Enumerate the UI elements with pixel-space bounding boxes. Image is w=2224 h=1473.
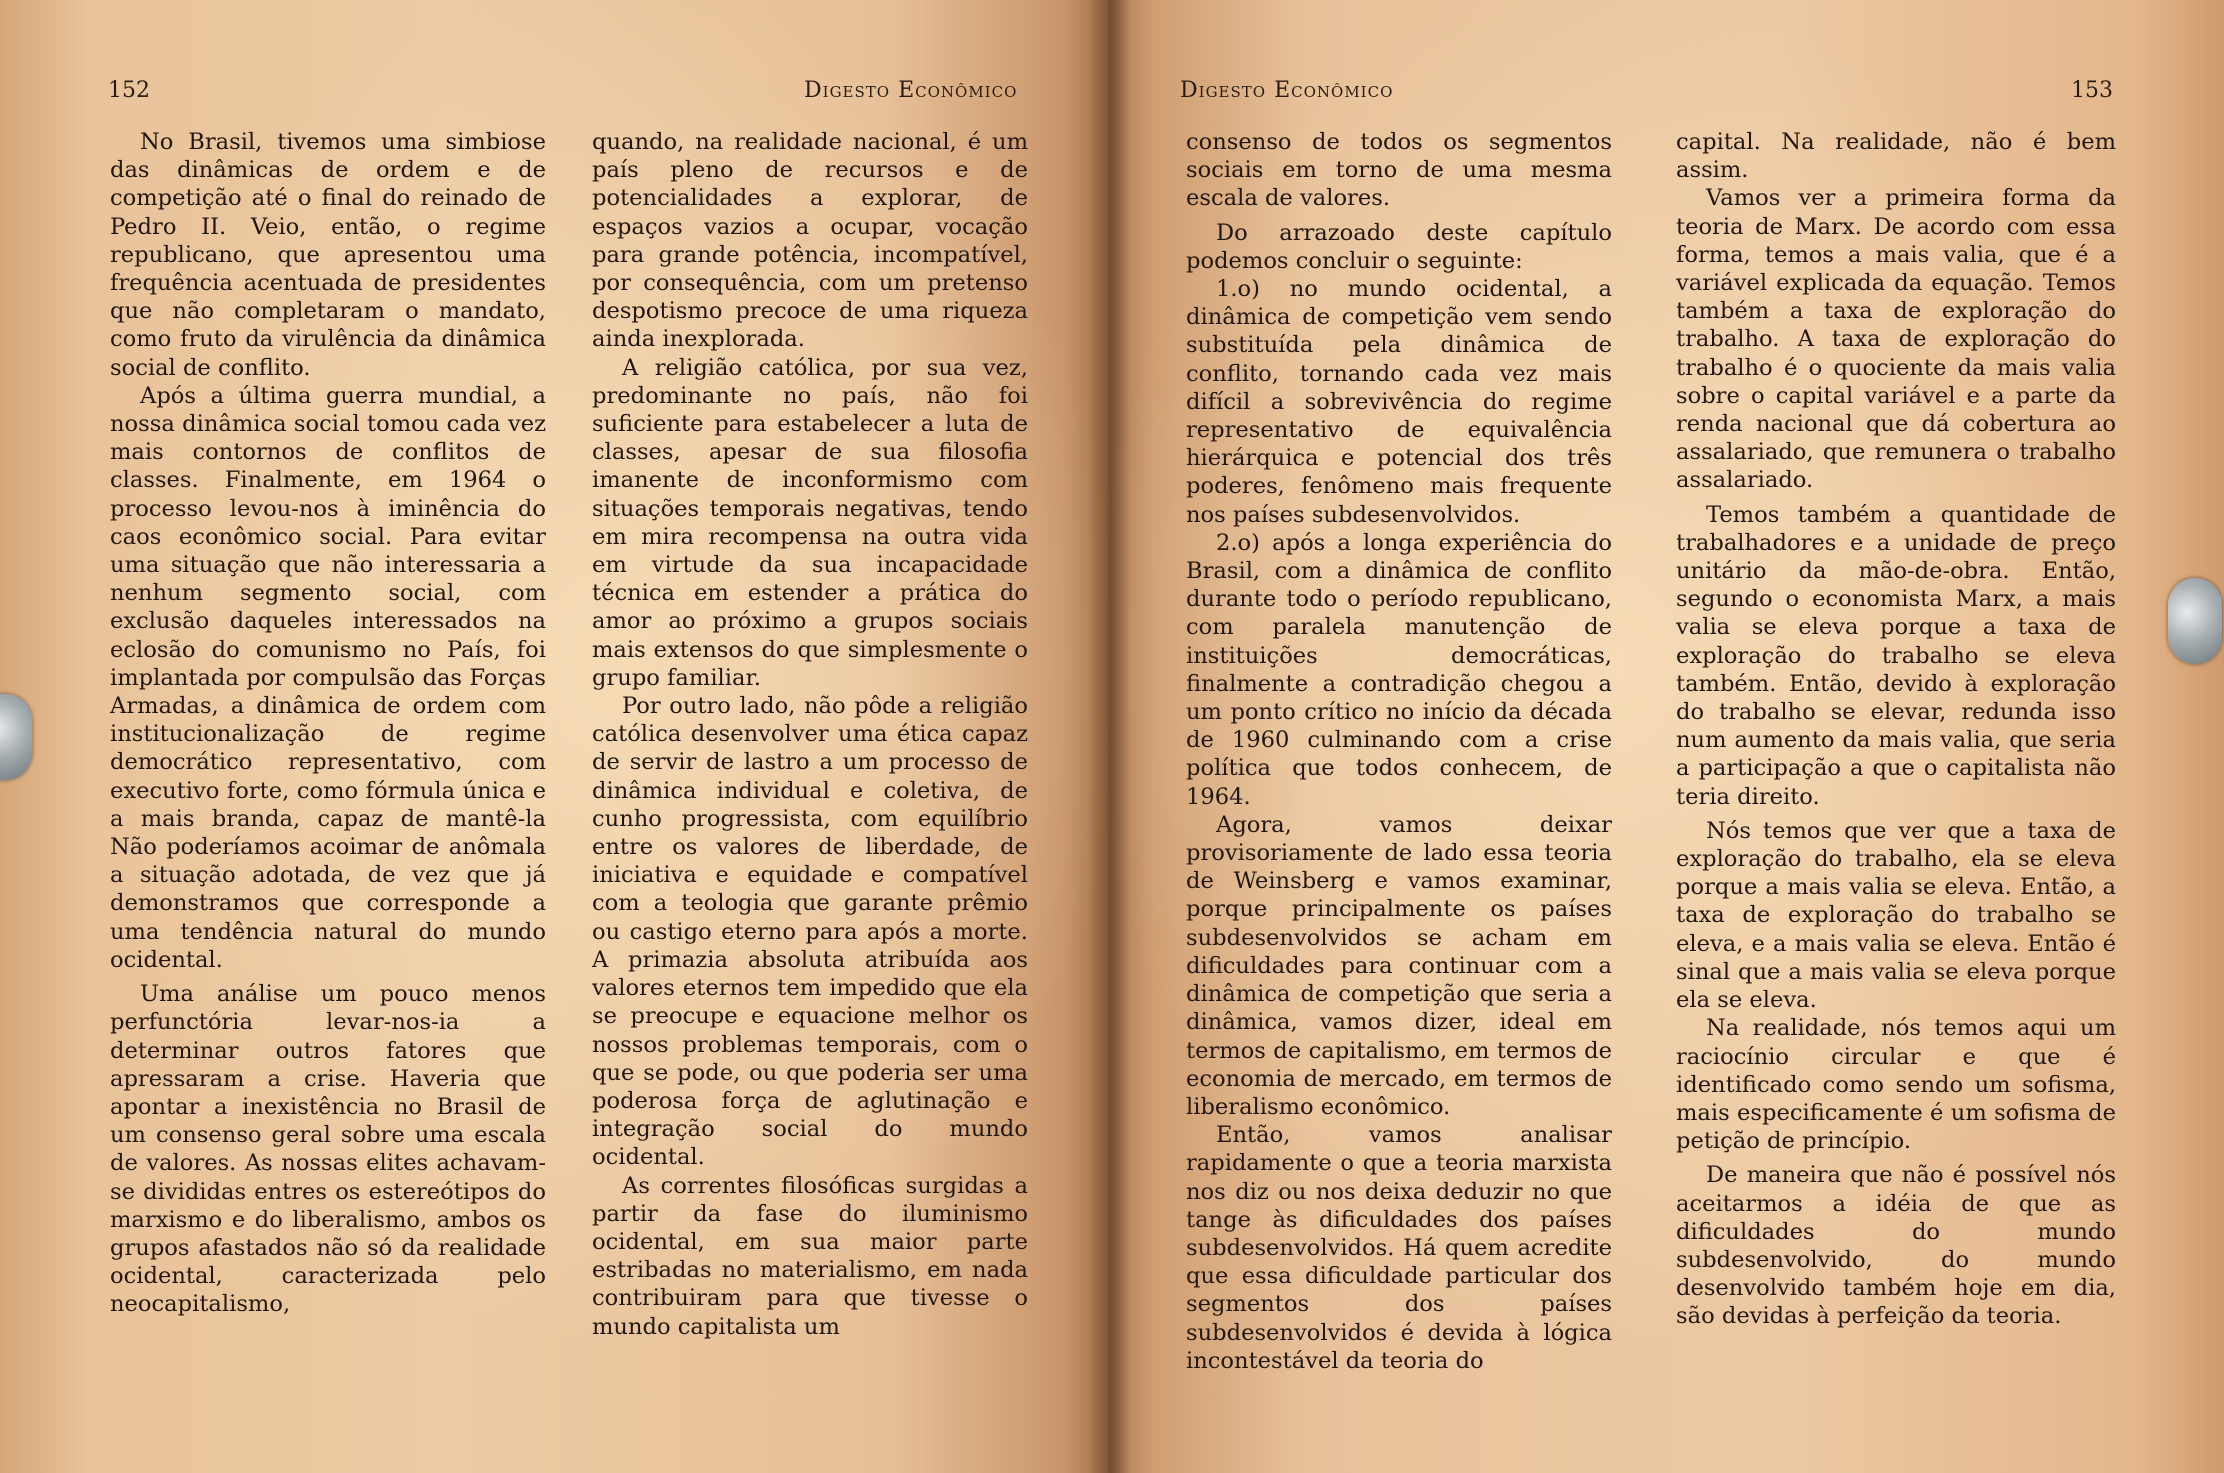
text-column-2 bbox=[1676, 128, 2116, 1331]
binding-clip bbox=[2168, 578, 2222, 664]
running-head: Digesto Econômico bbox=[1180, 78, 1394, 103]
text-column-2 bbox=[592, 128, 1028, 1341]
running-head: Digesto Econômico bbox=[804, 78, 1018, 103]
paragraph: Por outro lado, não pôde a religião católica desenvolver uma ética capaz de servir de lastro a um processo de dinâmica individual e coletiva, de cunho progressista, com equilíbrio entre os valores de liberdade, de iniciativa e equidade e compatível com a teologia que garante prêmio ou castigo eterno para após a morte. A primazia absoluta atribuída aos valores eternos tem impedido que ela se preocupe e equacione melhor os nossos problemas temporais, com o que se pode, ou que poderia ser uma poderosa força de aglutinação e integração social do mundo ocidental. bbox=[592, 693, 1028, 1171]
paragraph: Uma análise um pouco menos perfunctória levar-nos-ia a determinar outros fatores que apressaram a crise. Haveria que apontar a inexistência no Brasil de um consenso geral sobre uma escala de valores. As nossas elites achavam-se divididas entres os estereótipos do marxismo e do liberalismo, ambos os grupos afastados não só da realidade ocidental, caracterizada pelo neocapitalismo, bbox=[110, 981, 546, 1318]
paragraph: Após a última guerra mundial, a nossa dinâmica social tomou cada vez mais contornos de conflitos de classes. Finalmente, em 1964 o processo levou-nos à iminência do caos econômico social. Para evitar uma situação que não interessaria a nenhum segmento social, com exclusão daqueles interessados na eclosão do comunismo no País, foi implantada por compulsão das Forças Armadas, a dinâmica de ordem com institucionalização de regime democrático representativo, com executivo forte, como fórmula única e a mais branda, capaz de mantê-la Não poderíamos acoimar de anômala a situação adotada, de vez que já demonstramos que corresponde a uma tendência natural do mundo ocidental. bbox=[110, 382, 546, 973]
left-page bbox=[0, 0, 1108, 1473]
paragraph: Temos também a quantidade de trabalhadores e a unidade de preço unitário da mão-de-obra. Então, segundo o economista Marx, a mais valia se eleva porque a taxa de exploração do trabalho se eleva também. Então, devido à exploração do trabalho se elevar, redunda isso num aumento da mais valia, que seria a participação a que o capitalista não teria direito. bbox=[1676, 501, 2116, 810]
paragraph: capital. Na realidade, não é bem assim. bbox=[1676, 129, 2116, 184]
page-number: 152 bbox=[108, 78, 150, 103]
paragraph: Do arrazoado deste capítulo podemos concluir o seguinte: bbox=[1186, 219, 1612, 274]
page-number: 153 bbox=[2071, 78, 2113, 103]
book-gutter bbox=[1088, 0, 1130, 1473]
paragraph: Vamos ver a primeira forma da teoria de Marx. De acordo com essa forma, temos a mais valia, que é a variável explicada da equação. Temos também a taxa de exploração do trabalho. A taxa de exploração do trabalho é o quociente da mais valia sobre o capital variável e a parte da renda nacional que dá cobertura ao assalariado, que remunera o trabalho assalariado. bbox=[1676, 185, 2116, 494]
paragraph: Nós temos que ver que a taxa de exploração do trabalho, ela se eleva porque a mais valia se eleva. Então, a taxa de exploração do trabalho se eleva, e a mais valia se eleva. Então é sinal que a mais valia se eleva porque ela se eleva. bbox=[1676, 817, 2116, 1014]
paragraph: quando, na realidade nacional, é um país pleno de recursos e de potencialidades a explorar, de espaços vazios a ocupar, vocação para grande potência, incompatível, por consequência, com um pretenso despotismo precoce de uma riqueza ainda inexplorada. bbox=[592, 129, 1028, 353]
paragraph: 1.o) no mundo ocidental, a dinâmica de competição vem sendo substituída pela dinâmica de conflito, tornando cada vez mais difícil a sobrevivência do regime representativo de equivalência hierárquica e potencial dos três poderes, fenômeno mais frequente nos países subdesenvolvidos. bbox=[1186, 276, 1612, 528]
paragraph: Agora, vamos deixar provisoriamente de lado essa teoria de Weinsberg e vamos examinar, porque principalmente os países subdesenvolvidos se acham em dificuldades para continuar com a dinâmica de competição que seria a dinâmica, vamos dizer, ideal em termos de capitalismo, em termos de economia de mercado, em termos de liberalismo econômico. bbox=[1186, 811, 1612, 1120]
paragraph: As correntes filosóficas surgidas a partir da fase do iluminismo ocidental, em sua maior parte estribadas no materialismo, em nada contribuiram para que tivesse o mundo capitalista um bbox=[592, 1172, 1028, 1340]
paragraph: De maneira que não é possível nós aceitarmos a idéia de que as dificuldades do mundo subdesenvolvido, do mundo desenvolvido também hoje em dia, são devidas à perfeição da teoria. bbox=[1676, 1162, 2116, 1330]
paragraph: Então, vamos analisar rapidamente o que a teoria marxista nos diz ou nos deixa deduzir no que tange às dificuldades dos países subdesenvolvidos. Há quem acredite que essa dificuldade particular dos segmentos dos países subdesenvolvidos é devida à lógica incontestável da teoria do bbox=[1186, 1122, 1612, 1374]
paragraph: No Brasil, tivemos uma simbiose das dinâmicas de ordem e de competição até o final do reinado de Pedro II. Veio, então, o regime republicano, que apresentou uma frequência acentuada de presidentes que não completaram o mandato, como fruto da virulência da dinâmica social de conflito. bbox=[110, 129, 546, 381]
paragraph: 2.o) após a longa experiência do Brasil, com a dinâmica de conflito durante todo o período republicano, com paralela manutenção de instituições democráticas, finalmente a contradição chegou a um ponto crítico no início da década de 1960 culminando com a crise política que todos conhecem, de 1964. bbox=[1186, 529, 1612, 810]
paragraph: A religião católica, por sua vez, predominante no país, não foi suficiente para estabelecer a luta de classes, apesar de sua filosofia imanente de inconformismo com situações temporais negativas, tendo em mira recompensa na outra vida em virtude da sua incapacidade técnica em estender a prática do amor ao próximo a grupos sociais mais extensos do que simplesmente o grupo familiar. bbox=[592, 354, 1028, 691]
paragraph: consenso de todos os segmentos sociais em torno de uma mesma escala de valores. bbox=[1186, 129, 1612, 212]
text-column-1 bbox=[1186, 128, 1612, 1375]
text-column-1 bbox=[110, 128, 546, 1319]
paragraph: Na realidade, nós temos aqui um raciocínio circular e que é identificado como sendo um sofisma, mais especificamente é um sofisma de petição de princípio. bbox=[1676, 1015, 2116, 1155]
right-page bbox=[1108, 0, 2224, 1473]
binding-clip bbox=[0, 694, 32, 780]
